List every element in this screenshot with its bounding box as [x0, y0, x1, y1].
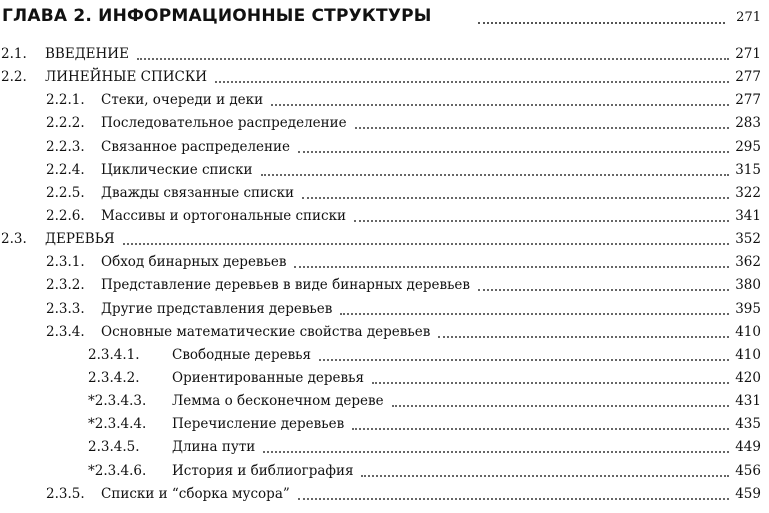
toc-entry: [0, 436, 769, 459]
section-number: 2.3.4.: [46, 323, 85, 340]
section-title: Массивы и ортогональные списки: [101, 207, 347, 224]
toc-entry: [0, 390, 769, 413]
section-title: Связанное распределение: [101, 138, 290, 155]
section-title: ЛИНЕЙНЫЕ СПИСКИ: [45, 69, 208, 86]
page-number: 410: [735, 346, 761, 363]
section-title: ВВЕДЕНИЕ: [45, 46, 129, 62]
toc-entry: [0, 298, 769, 321]
section-title: История и библиография: [172, 462, 354, 479]
toc-entry: [0, 460, 769, 483]
section-title: Лемма о бесконечном дереве: [172, 393, 384, 410]
chapter-title: ГЛАВА 2. ИНФОРМАЦИОННЫЕ СТРУКТУРЫ: [2, 6, 432, 26]
section-number: 2.2.5.: [46, 184, 85, 201]
dot-leader: [478, 22, 725, 24]
dot-leader: [478, 289, 729, 291]
section-number: 2.3.4.5.: [88, 439, 140, 456]
toc-entry: [0, 483, 769, 506]
toc-entry: [0, 43, 769, 66]
dot-leader: [294, 266, 729, 268]
section-number: 2.2.3.: [46, 138, 85, 155]
dot-leader: [302, 197, 729, 199]
chapter-heading: [0, 6, 769, 32]
toc-entry: [0, 182, 769, 205]
page-number: 420: [735, 369, 761, 386]
dot-leader: [355, 127, 729, 129]
section-number: 2.3.2.: [46, 277, 85, 294]
page-number: 352: [735, 231, 761, 248]
page-number: 431: [735, 393, 761, 410]
section-title: Списки и “сборка мусора”: [101, 485, 290, 502]
dot-leader: [261, 174, 729, 176]
page-number: 283: [735, 115, 761, 132]
dot-leader: [263, 451, 729, 453]
page-number: 380: [735, 277, 761, 294]
page-number: 435: [735, 416, 761, 433]
section-number: 2.2.1.: [46, 92, 85, 109]
dot-leader: [361, 475, 729, 477]
section-number: 2.3.4.1.: [88, 346, 140, 363]
section-number: 2.2.6.: [46, 207, 85, 224]
toc-entry: [0, 89, 769, 112]
dot-leader: [298, 498, 729, 500]
toc-entry: [0, 228, 769, 251]
page-number: 459: [735, 485, 761, 502]
toc-entry: [0, 159, 769, 182]
section-title: Циклические списки: [101, 161, 253, 178]
toc-entry: [0, 251, 769, 274]
section-number: 2.1.: [1, 46, 27, 62]
dot-leader: [123, 243, 729, 245]
section-title: Стеки, очереди и деки: [101, 92, 264, 109]
toc-entry: [0, 321, 769, 344]
page-number: 395: [735, 300, 761, 317]
dot-leader: [215, 81, 729, 83]
toc-entry: [0, 205, 769, 228]
dot-leader: [438, 336, 729, 338]
section-title: Представление деревьев в виде бинарных деревьев: [101, 277, 471, 294]
dot-leader: [372, 382, 729, 384]
chapter-page-number: 271: [736, 10, 761, 25]
page-number: 362: [735, 254, 761, 271]
toc-entry: [0, 274, 769, 297]
page-number: 277: [735, 69, 761, 86]
section-title: Ориентированные деревья: [172, 369, 364, 386]
toc-entry: [0, 136, 769, 159]
page-number: 341: [735, 207, 761, 224]
toc-entry: [0, 413, 769, 436]
section-number: 2.3.3.: [46, 300, 85, 317]
page-number: 410: [735, 323, 761, 340]
page-number: 277: [735, 92, 761, 109]
section-number: 2.3.1.: [46, 254, 85, 271]
toc-entry: [0, 367, 769, 390]
section-number: *2.3.4.6.: [88, 462, 147, 479]
section-title: Другие представления деревьев: [101, 300, 333, 317]
toc-entry: [0, 112, 769, 135]
toc-entry: [0, 344, 769, 367]
section-number: 2.2.2.: [46, 115, 85, 132]
dot-leader: [137, 58, 729, 60]
toc-list: [0, 43, 769, 506]
page-number: 315: [735, 161, 761, 178]
dot-leader: [319, 359, 729, 361]
section-title: Перечисление деревьев: [172, 416, 345, 433]
dot-leader: [352, 428, 729, 430]
page-number: 271: [735, 46, 761, 62]
page-number: 456: [735, 462, 761, 479]
section-title: Дважды связанные списки: [101, 184, 295, 201]
section-number: 2.3.4.2.: [88, 369, 140, 386]
section-title: Длина пути: [172, 439, 256, 456]
dot-leader: [271, 104, 729, 106]
toc-entry: [0, 66, 769, 89]
section-number: *2.3.4.3.: [88, 393, 147, 410]
section-number: 2.2.: [1, 69, 27, 86]
section-title: Свободные деревья: [172, 346, 312, 363]
dot-leader: [354, 220, 729, 222]
section-number: 2.3.: [1, 231, 27, 248]
section-number: 2.3.5.: [46, 485, 85, 502]
section-number: 2.2.4.: [46, 161, 85, 178]
section-title: Основные математические свойства деревьев: [101, 323, 431, 340]
dot-leader: [340, 313, 729, 315]
section-title: Обход бинарных деревьев: [101, 254, 287, 271]
section-title: Последовательное распределение: [101, 115, 347, 132]
section-number: *2.3.4.4.: [88, 416, 147, 433]
dot-leader: [392, 405, 729, 407]
page-number: 322: [735, 184, 761, 201]
page-number: 295: [735, 138, 761, 155]
dot-leader: [298, 151, 729, 153]
page-number: 449: [735, 439, 761, 456]
section-title: ДЕРЕВЬЯ: [45, 231, 115, 248]
